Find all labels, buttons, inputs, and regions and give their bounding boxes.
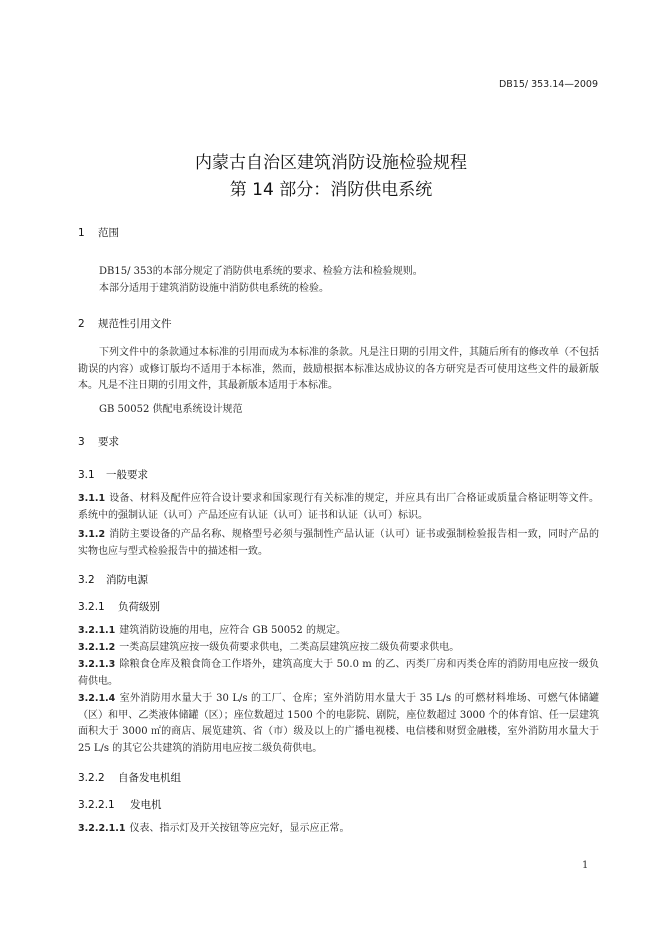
scope-paragraph-2: 本部分适用于建筑消防设施中消防供电系统的检验。 (99, 283, 329, 294)
clause-number: 3.1.2 (78, 529, 106, 540)
subsection-3-2-2-1-heading (78, 797, 162, 812)
section-title: 要求 (98, 436, 119, 448)
subsection-title: 一般要求 (106, 469, 148, 481)
clause-text: 仪表、指示灯及开关按钮等应完好，显示应正常。 (129, 823, 350, 834)
subsection-number: 3.2.2 (78, 772, 105, 784)
subsection-title: 自备发电机组 (118, 772, 181, 784)
scope-paragraph-1: DB15/ 353的本部分规定了消防供电系统的要求、检验方法和检验规则。 (99, 266, 423, 277)
clause-text: 建筑消防设施的用电，应符合 GB 50052 的规定。 (119, 625, 346, 636)
clause-3-2-1-2 (78, 640, 599, 657)
clause-number: 3.1.1 (78, 493, 106, 504)
clause-number: 3.2.2.1.1 (78, 823, 126, 834)
section-number: 1 (78, 227, 85, 239)
clause-text: 室外消防用水量大于 30 L/s 的工厂、仓库；室外消防用水量大于 35 L/s 的可燃材料堆场、可燃气体储罐（区）和甲、乙类液体储罐（区）；座位数超过 1500 个的电影院、剧院，座位数超过 3000 个的体育馆、任一层建筑面积大于 3000 ㎡的商店、展览建筑、省（市）级及以上的广播电视楼、电信楼和财贸金融楼，室外消防用水量大于 25 L/s 的其它公共建筑的消防用电应按二级负荷供电。 (78, 693, 599, 754)
clause-3-2-2-1-1 (78, 821, 599, 838)
section-number: 3 (78, 436, 85, 448)
clause-3-1-2 (78, 527, 599, 560)
section-3-heading (78, 434, 119, 449)
section-title: 范围 (98, 227, 119, 239)
clause-3-2-1-1 (78, 623, 599, 640)
document-code: DB15/ 353.14—2009 (498, 79, 598, 90)
section-1-heading (78, 225, 119, 240)
clause-text: 设备、材料及配件应符合设计要求和国家现行有关标准的规定，并应具有出厂合格证或质量合格证明等文件。系统中的强制认证（认可）产品还应有认证（认可）证书和认证（认可）标识。 (78, 493, 599, 521)
subsection-number: 3.2 (78, 574, 95, 586)
clause-text: 消防主要设备的产品名称、规格型号必须与强制性产品认证（认可）证书或强制检验报告相一致，同时产品的实物也应与型式检验报告中的描述相一致。 (78, 529, 599, 557)
clause-number: 3.2.1.4 (78, 693, 116, 704)
subsection-3-2-heading (78, 572, 148, 587)
subsection-number: 3.2.2.1 (78, 799, 115, 811)
references-paragraph: 下列文件中的条款通过本标准的引用而成为本标准的条款。凡是注日期的引用文件，其随后所有的修改单（不包括勘误的内容）或修订版均不适用于本标准，然而，鼓励根据本标准达成协议的各方研究是否可使用这些文件的最新版本。凡是不注日期的引用文件，其最新版本适用于本标准。 (78, 347, 599, 391)
subsection-number: 3.2.1 (78, 601, 105, 613)
page-number: 1 (582, 860, 589, 871)
subsection-title: 发电机 (130, 799, 162, 811)
reference-item: GB 50052 供配电系统设计规范 (99, 404, 243, 415)
subsection-3-1-heading (78, 467, 148, 482)
clause-text: 一类高层建筑应按一级负荷要求供电，二类高层建筑应按二级负荷要求供电。 (119, 642, 460, 653)
clause-3-1-1 (78, 491, 599, 524)
section-number: 2 (78, 318, 85, 330)
document-title: 内蒙古自治区建筑消防设施检验规程 (195, 153, 467, 173)
clause-3-2-1-4 (78, 691, 599, 757)
subsection-3-2-2-heading (78, 770, 181, 785)
subsection-number: 3.1 (78, 469, 95, 481)
subsection-title: 负荷级别 (118, 601, 160, 613)
subsection-3-2-1-heading (78, 599, 160, 614)
clause-number: 3.2.1.1 (78, 625, 116, 636)
section-title: 规范性引用文件 (98, 318, 172, 330)
document-subtitle: 第 14 部分：消防供电系统 (229, 180, 433, 200)
clause-number: 3.2.1.3 (78, 659, 116, 670)
clause-3-2-1-3 (78, 657, 599, 690)
clause-number: 3.2.1.2 (78, 642, 116, 653)
section-2-heading (78, 316, 172, 331)
clause-text: 除粮食仓库及粮食筒仓工作塔外，建筑高度大于 50.0 m 的乙、丙类厂房和丙类仓库的消防用电应按一级负荷供电。 (78, 659, 599, 687)
subsection-title: 消防电源 (106, 574, 148, 586)
